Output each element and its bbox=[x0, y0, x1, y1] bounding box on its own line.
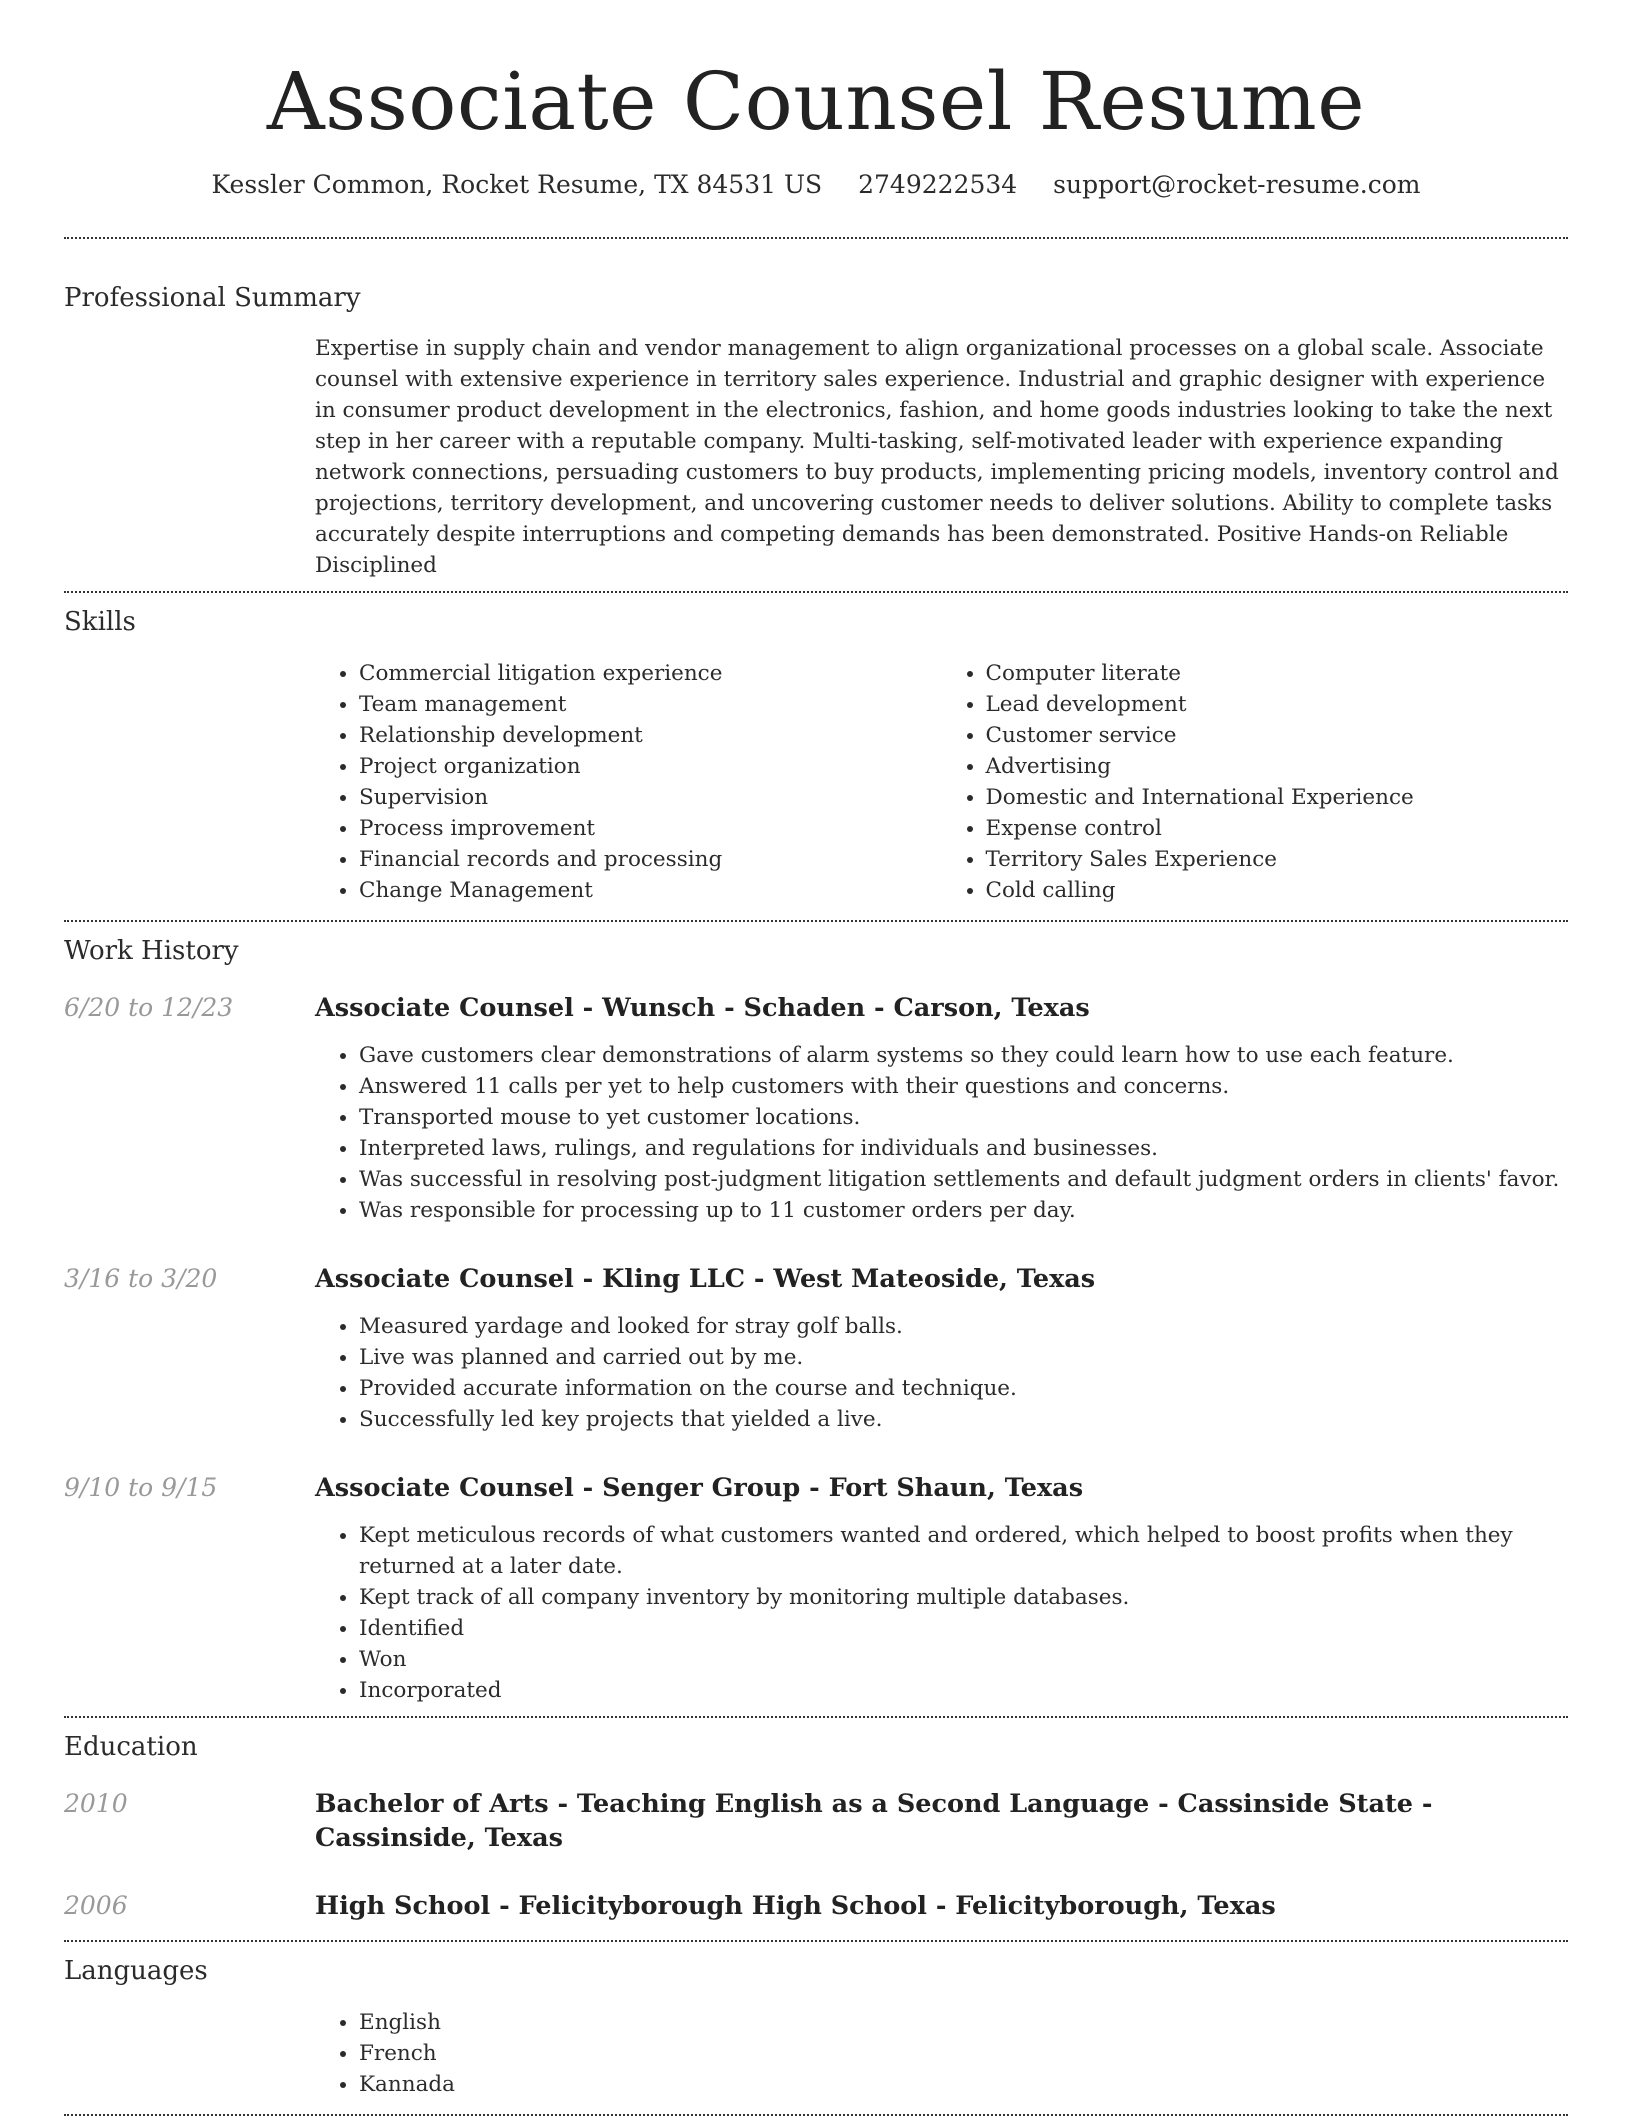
skill-item: • Process improvement bbox=[359, 813, 942, 844]
job-body bbox=[315, 1471, 1568, 1706]
education-entry bbox=[64, 1889, 1568, 1923]
section-heading: Skills bbox=[64, 607, 136, 637]
job-bullet: • Gave customers clear demonstrations of alarm systems so they could learn how to use each feature. bbox=[359, 1040, 1568, 1071]
job-bullet: • Successfully led key projects that yielded a live. bbox=[359, 1404, 1568, 1435]
job-bullet: • Kept track of all company inventory by monitoring multiple databases. bbox=[359, 1582, 1568, 1613]
resume-page bbox=[64, 0, 1568, 2116]
education-section bbox=[64, 1730, 1568, 1923]
job-bullet: • Provided accurate information on the course and technique. bbox=[359, 1373, 1568, 1404]
education-entry bbox=[64, 1787, 1568, 1855]
job-bullet: • Won bbox=[359, 1644, 1568, 1675]
divider bbox=[64, 1716, 1568, 1718]
skill-item: • Domestic and International Experience bbox=[986, 782, 1569, 813]
job-bullet: • Interpreted laws, rulings, and regulations for individuals and businesses. bbox=[359, 1133, 1568, 1164]
skill-item: • Customer service bbox=[986, 720, 1569, 751]
summary-text: Expertise in supply chain and vendor management to align organizational processes on a global scale. Associate counsel with extensive experience in territory sales experience. Industrial and graphic designer with experience in consumer product development in the electronics, fashion, and home goods industries looking to take the next step in her career with a reputable company. Multi-tasking, self-motivated leader with experience expanding network connections, persuading customers to buy products, implementing pricing models, inventory control and projections, territory development, and uncovering customer needs to deliver solutions. Ability to complete tasks accurately despite interruptions and competing demands has been demonstrated. Positive Hands-on Reliable Disciplined bbox=[315, 336, 1559, 578]
skills-list-right bbox=[942, 658, 1569, 906]
skill-item: • Expense control bbox=[986, 813, 1569, 844]
resume-title: Associate Counsel Resume bbox=[266, 55, 1366, 148]
section-heading: Professional Summary bbox=[64, 283, 361, 313]
job-title: Associate Counsel - Wunsch - Schaden - Carson, Texas bbox=[315, 993, 1090, 1023]
divider bbox=[64, 591, 1568, 593]
education-year: 2006 bbox=[64, 1891, 128, 1920]
skills-list-left bbox=[315, 658, 942, 906]
skill-item: • Commercial litigation experience bbox=[359, 658, 942, 689]
section-heading: Languages bbox=[64, 1956, 208, 1986]
contact-phone: 2749222534 bbox=[858, 170, 1018, 199]
job-bullets bbox=[315, 1311, 1568, 1435]
divider bbox=[64, 1940, 1568, 1942]
divider bbox=[64, 920, 1568, 922]
languages-section bbox=[64, 1954, 1568, 2100]
job-body bbox=[315, 991, 1568, 1226]
contact-line bbox=[64, 168, 1568, 202]
job-dates: 9/10 to 9/15 bbox=[64, 1473, 218, 1502]
job-bullet: • Live was planned and carried out by me. bbox=[359, 1342, 1568, 1373]
job-bullet: • Was responsible for processing up to 11 customer orders per day. bbox=[359, 1195, 1568, 1226]
job-dates: 3/16 to 3/20 bbox=[64, 1264, 218, 1293]
education-degree: Bachelor of Arts - Teaching English as a Second Language - Cassinside State - Cassinside, Texas bbox=[315, 1789, 1433, 1853]
skill-item: • Financial records and processing bbox=[359, 844, 942, 875]
divider bbox=[64, 237, 1568, 239]
job-entry bbox=[64, 991, 1568, 1226]
education-degree: High School - Felicityborough High School - Felicityborough, Texas bbox=[315, 1891, 1276, 1921]
job-title: Associate Counsel - Senger Group - Fort Shaun, Texas bbox=[315, 1473, 1084, 1503]
job-body bbox=[315, 1262, 1568, 1435]
language-item: • French bbox=[359, 2038, 1568, 2069]
job-entry bbox=[64, 1471, 1568, 1706]
job-dates: 6/20 to 12/23 bbox=[64, 993, 234, 1022]
contact-email: support@rocket-resume.com bbox=[1053, 170, 1421, 199]
skill-item: • Project organization bbox=[359, 751, 942, 782]
job-bullets bbox=[315, 1040, 1568, 1226]
skill-item: • Cold calling bbox=[986, 875, 1569, 906]
job-bullet: • Was successful in resolving post-judgment litigation settlements and default judgment orders in clients' favor. bbox=[359, 1164, 1568, 1195]
job-title: Associate Counsel - Kling LLC - West Mateoside, Texas bbox=[315, 1264, 1096, 1294]
job-bullet: • Transported mouse to yet customer locations. bbox=[359, 1102, 1568, 1133]
skill-item: • Advertising bbox=[986, 751, 1569, 782]
languages-list bbox=[315, 2007, 1568, 2100]
contact-address: Kessler Common, Rocket Resume, TX 84531 US bbox=[211, 170, 823, 199]
job-bullets bbox=[315, 1520, 1568, 1706]
skill-item: • Territory Sales Experience bbox=[986, 844, 1569, 875]
skill-item: • Change Management bbox=[359, 875, 942, 906]
education-body bbox=[315, 1787, 1568, 1855]
skill-item: • Supervision bbox=[359, 782, 942, 813]
work-history-section bbox=[64, 934, 1568, 1706]
skill-item: • Team management bbox=[359, 689, 942, 720]
skill-item: • Computer literate bbox=[986, 658, 1569, 689]
skill-item: • Lead development bbox=[986, 689, 1569, 720]
job-bullet: • Measured yardage and looked for stray golf balls. bbox=[359, 1311, 1568, 1342]
skills-section bbox=[64, 605, 1568, 906]
skill-item: • Relationship development bbox=[359, 720, 942, 751]
section-heading: Work History bbox=[64, 936, 239, 966]
job-bullet: • Answered 11 calls per yet to help customers with their questions and concerns. bbox=[359, 1071, 1568, 1102]
job-bullet: • Identified bbox=[359, 1613, 1568, 1644]
section-heading: Education bbox=[64, 1732, 198, 1762]
language-item: • English bbox=[359, 2007, 1568, 2038]
summary-section bbox=[64, 281, 1568, 581]
education-body bbox=[315, 1889, 1568, 1923]
job-bullet: • Kept meticulous records of what customers wanted and ordered, which helped to boost profits when they returned at a later date. bbox=[359, 1520, 1568, 1582]
language-item: • Kannada bbox=[359, 2069, 1568, 2100]
job-bullet: • Incorporated bbox=[359, 1675, 1568, 1706]
summary-content bbox=[315, 333, 1568, 581]
job-entry bbox=[64, 1262, 1568, 1435]
skills-columns bbox=[315, 658, 1568, 906]
education-year: 2010 bbox=[64, 1789, 128, 1818]
languages-content bbox=[315, 2007, 1568, 2100]
